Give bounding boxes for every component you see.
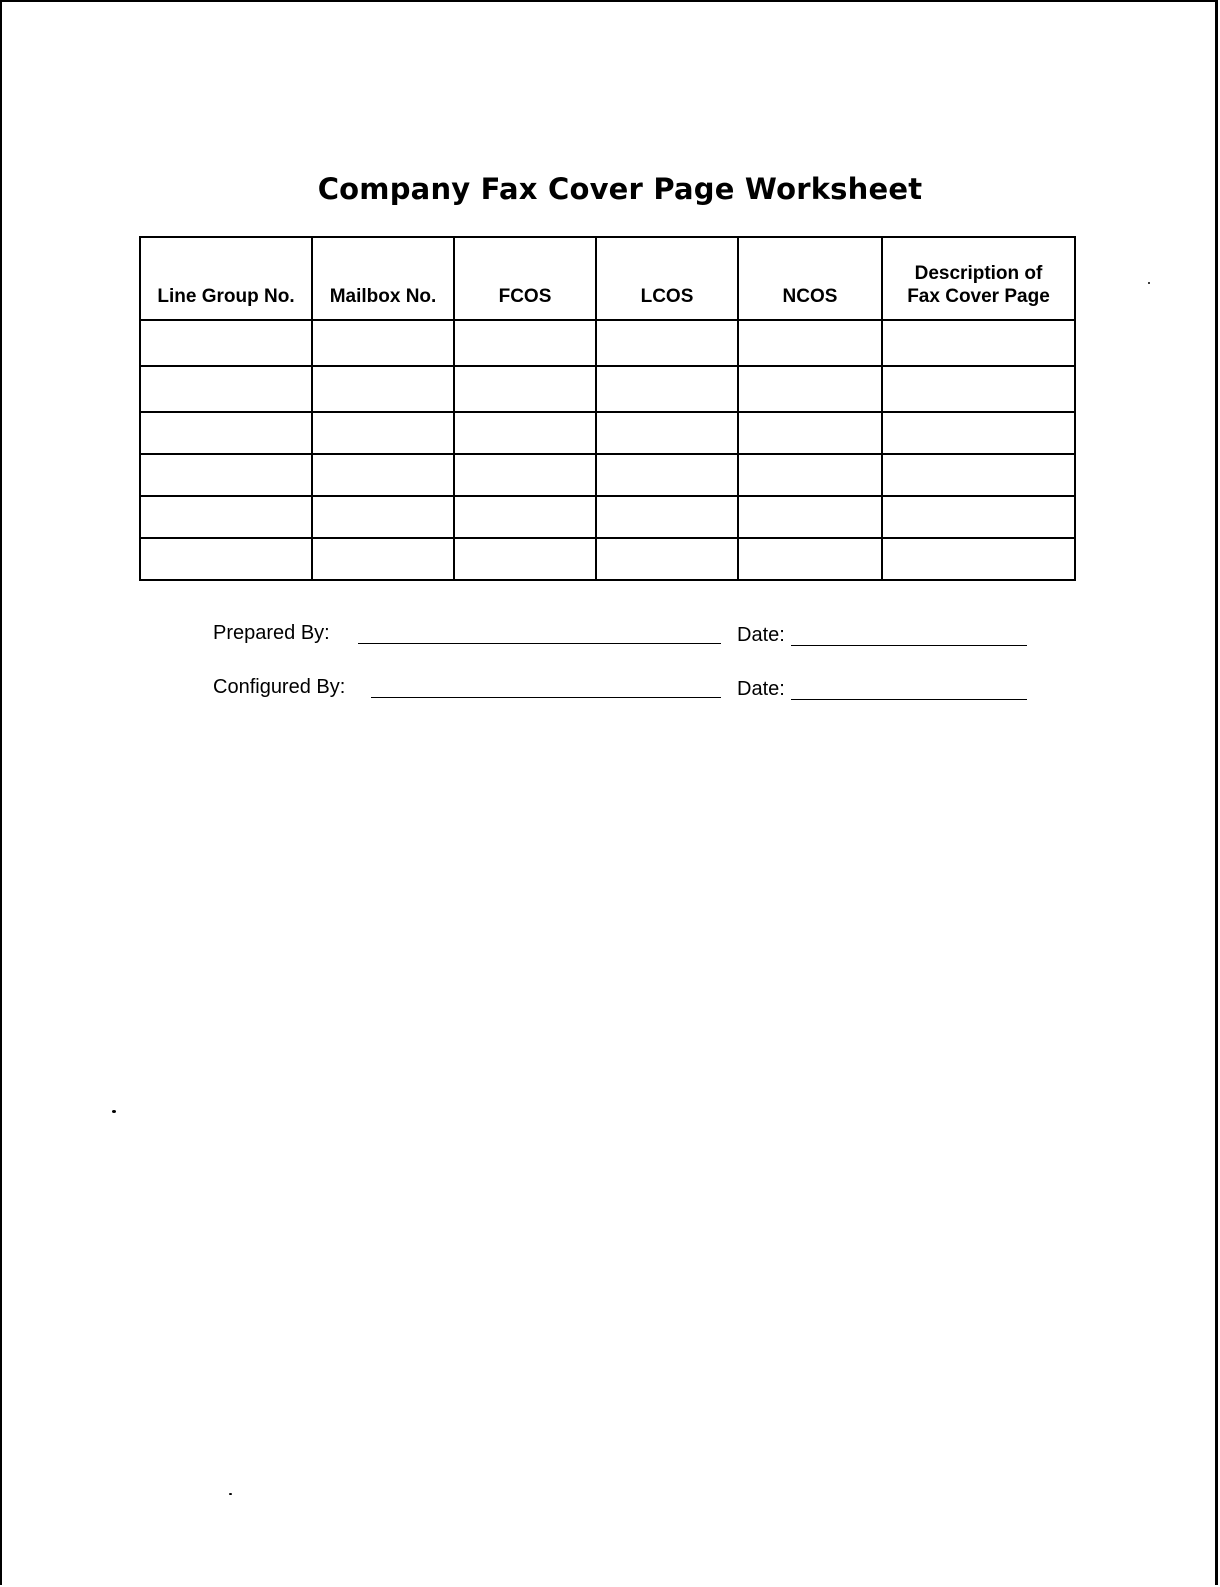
table-row <box>140 320 1075 366</box>
table-cell-fcos[interactable] <box>454 412 596 454</box>
table-cell-description[interactable] <box>882 496 1075 538</box>
configured-by-field[interactable] <box>371 697 721 698</box>
table-cell-fcos[interactable] <box>454 538 596 580</box>
table-cell-lcos[interactable] <box>596 496 738 538</box>
table-cell-lcos[interactable] <box>596 454 738 496</box>
table-row <box>140 366 1075 412</box>
scan-speck <box>229 1493 232 1495</box>
table-cell-ncos[interactable] <box>738 412 882 454</box>
worksheet-table <box>139 236 1076 581</box>
table-cell-ncos[interactable] <box>738 538 882 580</box>
table-cell-line-group[interactable] <box>140 320 312 366</box>
table-cell-lcos[interactable] <box>596 320 738 366</box>
table-cell-mailbox[interactable] <box>312 538 454 580</box>
prepared-date-label: Date: <box>737 624 785 646</box>
table-cell-ncos[interactable] <box>738 454 882 496</box>
table-header-row <box>140 237 1075 320</box>
table-cell-lcos[interactable] <box>596 366 738 412</box>
page-title: Company Fax Cover Page Worksheet <box>317 172 923 206</box>
table-cell-mailbox[interactable] <box>312 496 454 538</box>
table-cell-line-group[interactable] <box>140 454 312 496</box>
prepared-by-label: Prepared By: <box>213 622 330 644</box>
table-cell-mailbox[interactable] <box>312 454 454 496</box>
configured-by-row <box>213 676 1043 706</box>
table-cell-description[interactable] <box>882 538 1075 580</box>
table-cell-description[interactable] <box>882 320 1075 366</box>
table-cell-lcos[interactable] <box>596 412 738 454</box>
table-cell-mailbox[interactable] <box>312 366 454 412</box>
prepared-by-row <box>213 622 1043 652</box>
table-cell-line-group[interactable] <box>140 366 312 412</box>
table-cell-ncos[interactable] <box>738 366 882 412</box>
table-row <box>140 496 1075 538</box>
table-row <box>140 538 1075 580</box>
column-header-fcos: FCOS <box>454 237 596 320</box>
configured-date-label: Date: <box>737 678 785 700</box>
column-header-description-line1: Description of <box>914 263 1043 284</box>
table-row <box>140 412 1075 454</box>
table-cell-description[interactable] <box>882 412 1075 454</box>
table-cell-fcos[interactable] <box>454 366 596 412</box>
configured-by-label: Configured By: <box>213 676 346 698</box>
table-cell-description[interactable] <box>882 366 1075 412</box>
table-cell-line-group[interactable] <box>140 412 312 454</box>
column-header-mailbox-no: Mailbox No. <box>312 237 454 320</box>
table-cell-mailbox[interactable] <box>312 412 454 454</box>
table-cell-description[interactable] <box>882 454 1075 496</box>
configured-date-field[interactable] <box>791 699 1027 700</box>
prepared-by-field[interactable] <box>358 643 721 644</box>
column-header-ncos: NCOS <box>738 237 882 320</box>
table-cell-fcos[interactable] <box>454 454 596 496</box>
column-header-description-line2: Fax Cover Page <box>907 286 1050 307</box>
table-cell-lcos[interactable] <box>596 538 738 580</box>
table-cell-fcos[interactable] <box>454 320 596 366</box>
prepared-date-field[interactable] <box>791 645 1027 646</box>
table-cell-mailbox[interactable] <box>312 320 454 366</box>
table-cell-ncos[interactable] <box>738 496 882 538</box>
table-cell-ncos[interactable] <box>738 320 882 366</box>
column-header-description <box>882 237 1075 320</box>
table-cell-line-group[interactable] <box>140 538 312 580</box>
column-header-line-group-no: Line Group No. <box>140 237 312 320</box>
table-cell-fcos[interactable] <box>454 496 596 538</box>
scan-speck <box>112 1110 116 1113</box>
column-header-lcos: LCOS <box>596 237 738 320</box>
table-row <box>140 454 1075 496</box>
table-cell-line-group[interactable] <box>140 496 312 538</box>
scan-speck <box>1148 282 1150 284</box>
